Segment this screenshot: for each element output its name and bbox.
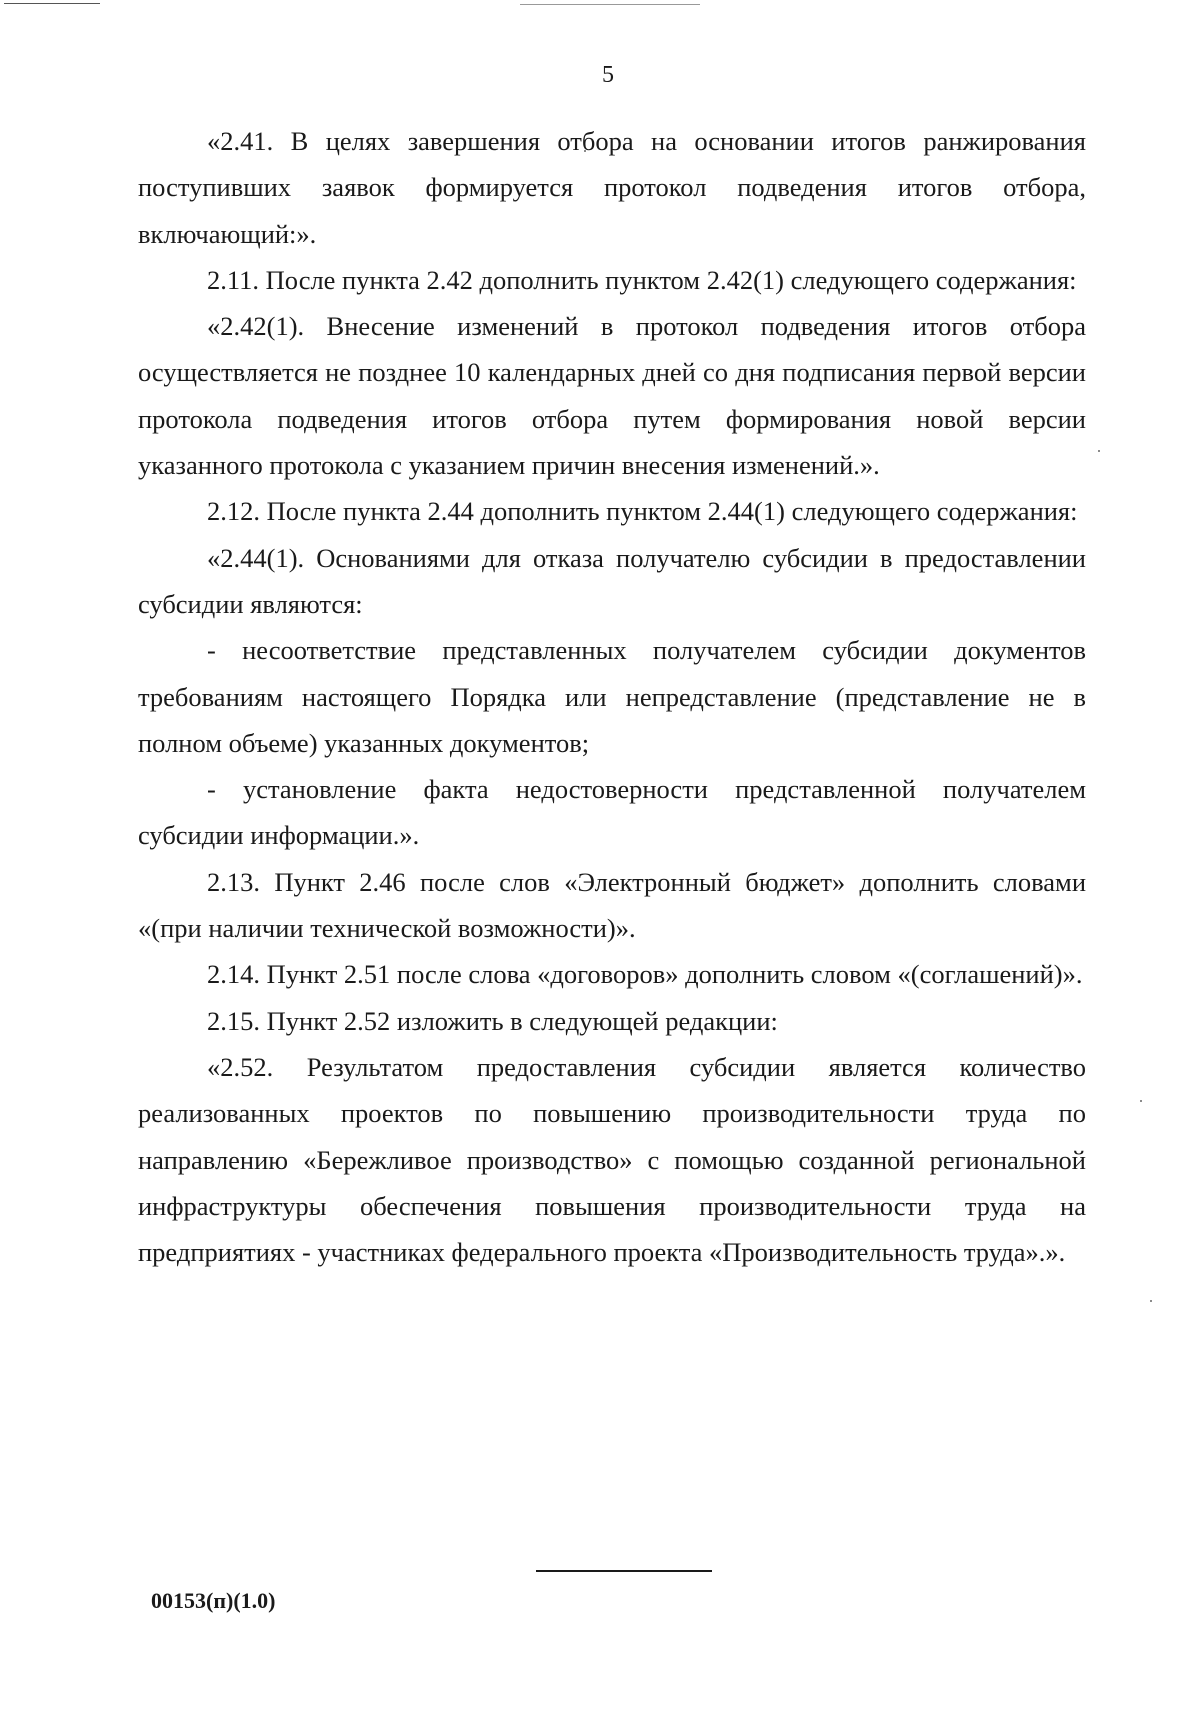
scan-artifact-top-center bbox=[520, 4, 700, 5]
paragraph: - установление факта недостоверности представленной получателем субсидии информации.». bbox=[138, 774, 1086, 851]
paragraph: 2.13. Пункт 2.46 после слов «Электронный бюджет» дополнить словами «(при наличии технической возможности)». bbox=[138, 866, 1086, 944]
page-number: 5 bbox=[602, 62, 614, 88]
scan-speck bbox=[1098, 450, 1100, 452]
paragraph: 2.12. После пункта 2.44 дополнить пунктом 2.44(1) следующего содержания: bbox=[207, 496, 1078, 527]
paragraph: 2.11. После пункта 2.42 дополнить пунктом 2.42(1) следующего содержания: bbox=[207, 264, 1077, 295]
document-code: 00153(п)(1.0) bbox=[151, 1588, 276, 1613]
paragraph: «2.52. Результатом предоставления субсидии является количество реализованных проектов по повышению производительности труда по направлению «Бережливое производство» с помощью созданной региональной инфраструктуры обеспечения повышения производительности труда на предприятиях - участниках федерального проекта «Производительность труда».». bbox=[138, 1051, 1086, 1268]
document-body bbox=[138, 118, 1086, 1275]
paragraph: «2.42(1). Внесение изменений в протокол подведения итогов отбора осуществляется не позднее 10 календарных дней со дня подписания первой версии протокола подведения итогов отбора путем формирования новой версии указанного протокола с указанием причин внесения изменений.». bbox=[138, 311, 1086, 481]
end-of-text-rule bbox=[536, 1570, 712, 1572]
paragraph: 2.14. Пункт 2.51 после слова «договоров» дополнить словом «(соглашений)». bbox=[207, 959, 1083, 990]
scan-speck bbox=[1150, 1300, 1152, 1302]
paragraph: - несоответствие представленных получателем субсидии документов требованиям настоящего Порядка или непредставление (представление не в полном объеме) указанных документов; bbox=[138, 635, 1086, 758]
paragraph: «2.44(1). Основаниями для отказа получателю субсидии в предоставлении субсидии являются: bbox=[138, 542, 1086, 619]
paragraph: «2.41. В целях завершения отбора на основании итогов ранжирования поступивших заявок формируется протокол подведения итогов отбора, включающий:». bbox=[138, 126, 1086, 249]
paragraph: 2.15. Пункт 2.52 изложить в следующей редакции: bbox=[207, 1005, 778, 1036]
scan-speck bbox=[1140, 1100, 1142, 1102]
scan-artifact-top-left bbox=[4, 3, 100, 4]
